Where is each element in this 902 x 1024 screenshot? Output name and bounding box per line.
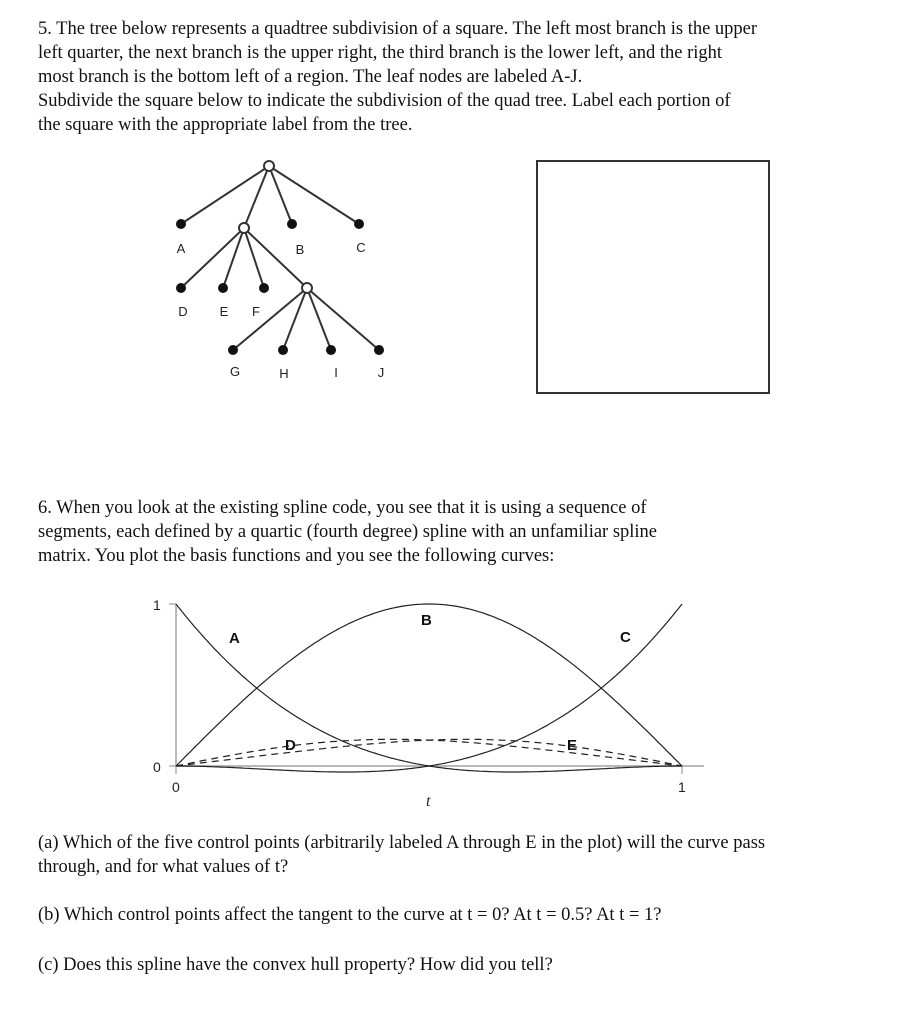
tree-leaf-node xyxy=(278,345,288,355)
basis-curve-b xyxy=(176,604,682,766)
question-5-line: most branch is the bottom left of a region. The leaf nodes are labeled A-J. xyxy=(38,67,583,87)
tree-edge xyxy=(223,228,244,288)
part-b-line: (b) Which control points affect the tangent to the curve at t = 0? At t = 0.5? At t = 1? xyxy=(38,905,662,925)
basis-curve-e xyxy=(176,739,682,766)
x-tick-label-0: 0 xyxy=(172,779,180,795)
subdivision-square xyxy=(536,160,770,394)
tree-leaf-node xyxy=(218,283,228,293)
tree-leaf-node xyxy=(228,345,238,355)
curve-label-d: D xyxy=(285,737,296,754)
curve-label-a: A xyxy=(229,630,240,647)
question-5-text xyxy=(38,17,757,137)
tree-edge xyxy=(233,288,307,350)
basis-curve-c xyxy=(176,604,682,772)
tree-edge xyxy=(244,228,264,288)
tree-edge xyxy=(244,228,307,288)
tree-label-d: D xyxy=(178,304,188,319)
tree-leaf-node xyxy=(374,345,384,355)
question-6-line: segments, each defined by a quartic (fourth degree) spline with an unfamiliar spline xyxy=(38,522,658,542)
part-b-text xyxy=(38,903,661,927)
curve-label-c: C xyxy=(620,629,631,646)
part-c-line: (c) Does this spline have the convex hull property? How did you tell? xyxy=(38,955,553,975)
y-tick-label-0: 0 xyxy=(153,759,161,775)
x-axis-label: t xyxy=(426,793,431,810)
tree-label-i: I xyxy=(334,365,338,380)
tree-label-h: H xyxy=(279,366,289,381)
question-5-line: 5. The tree below represents a quadtree subdivision of a square. The left most branch is the upper xyxy=(38,19,758,39)
tree-internal-node xyxy=(239,223,249,233)
tree-leaf-node xyxy=(176,219,186,229)
basis-curve-d xyxy=(176,739,682,766)
tree-label-e: E xyxy=(219,304,229,319)
tree-edge xyxy=(283,288,307,350)
part-a-line: (a) Which of the five control points (arbitrarily labeled A through E in the plot) will the curve pass xyxy=(38,833,766,853)
part-c-text xyxy=(38,953,553,977)
x-tick-label-1: 1 xyxy=(678,779,686,795)
tree-label-f: F xyxy=(252,304,260,319)
tree-leaf-node xyxy=(287,219,297,229)
tree-label-b: B xyxy=(295,242,305,257)
tree-edge xyxy=(244,166,269,228)
tree-edge xyxy=(181,228,244,288)
tree-edge xyxy=(181,166,269,224)
tree-edge xyxy=(269,166,359,224)
tree-label-a: A xyxy=(176,241,186,256)
question-6-line: 6. When you look at the existing spline code, you see that it is using a sequence of xyxy=(38,498,647,518)
tree-leaf-node xyxy=(176,283,186,293)
part-a-text xyxy=(38,831,765,879)
curve-label-e: E xyxy=(567,737,578,754)
tree-label-g: G xyxy=(229,364,241,379)
question-6-text xyxy=(38,496,657,568)
tree-edge xyxy=(307,288,331,350)
question-5-line: the square with the appropriate label from the tree. xyxy=(38,115,413,135)
tree-root-node xyxy=(264,161,274,171)
y-tick-label-1: 1 xyxy=(153,597,161,613)
question-5-line: Subdivide the square below to indicate the subdivision of the quad tree. Label each portion of xyxy=(38,91,731,111)
part-a-line: through, and for what values of t? xyxy=(38,857,289,877)
tree-leaf-node xyxy=(259,283,269,293)
tree-label-c: C xyxy=(356,240,366,255)
question-5-line: left quarter, the next branch is the upper right, the third branch is the lower left, and the right xyxy=(38,43,723,63)
tree-leaf-node xyxy=(326,345,336,355)
tree-label-j: J xyxy=(377,365,385,380)
tree-edge xyxy=(307,288,379,350)
basis-curve-a xyxy=(176,604,682,772)
tree-leaf-node xyxy=(354,219,364,229)
tree-edge xyxy=(269,166,292,224)
tree-internal-node xyxy=(302,283,312,293)
question-6-line: matrix. You plot the basis functions and you see the following curves: xyxy=(38,546,555,566)
curve-label-b: B xyxy=(421,612,432,629)
